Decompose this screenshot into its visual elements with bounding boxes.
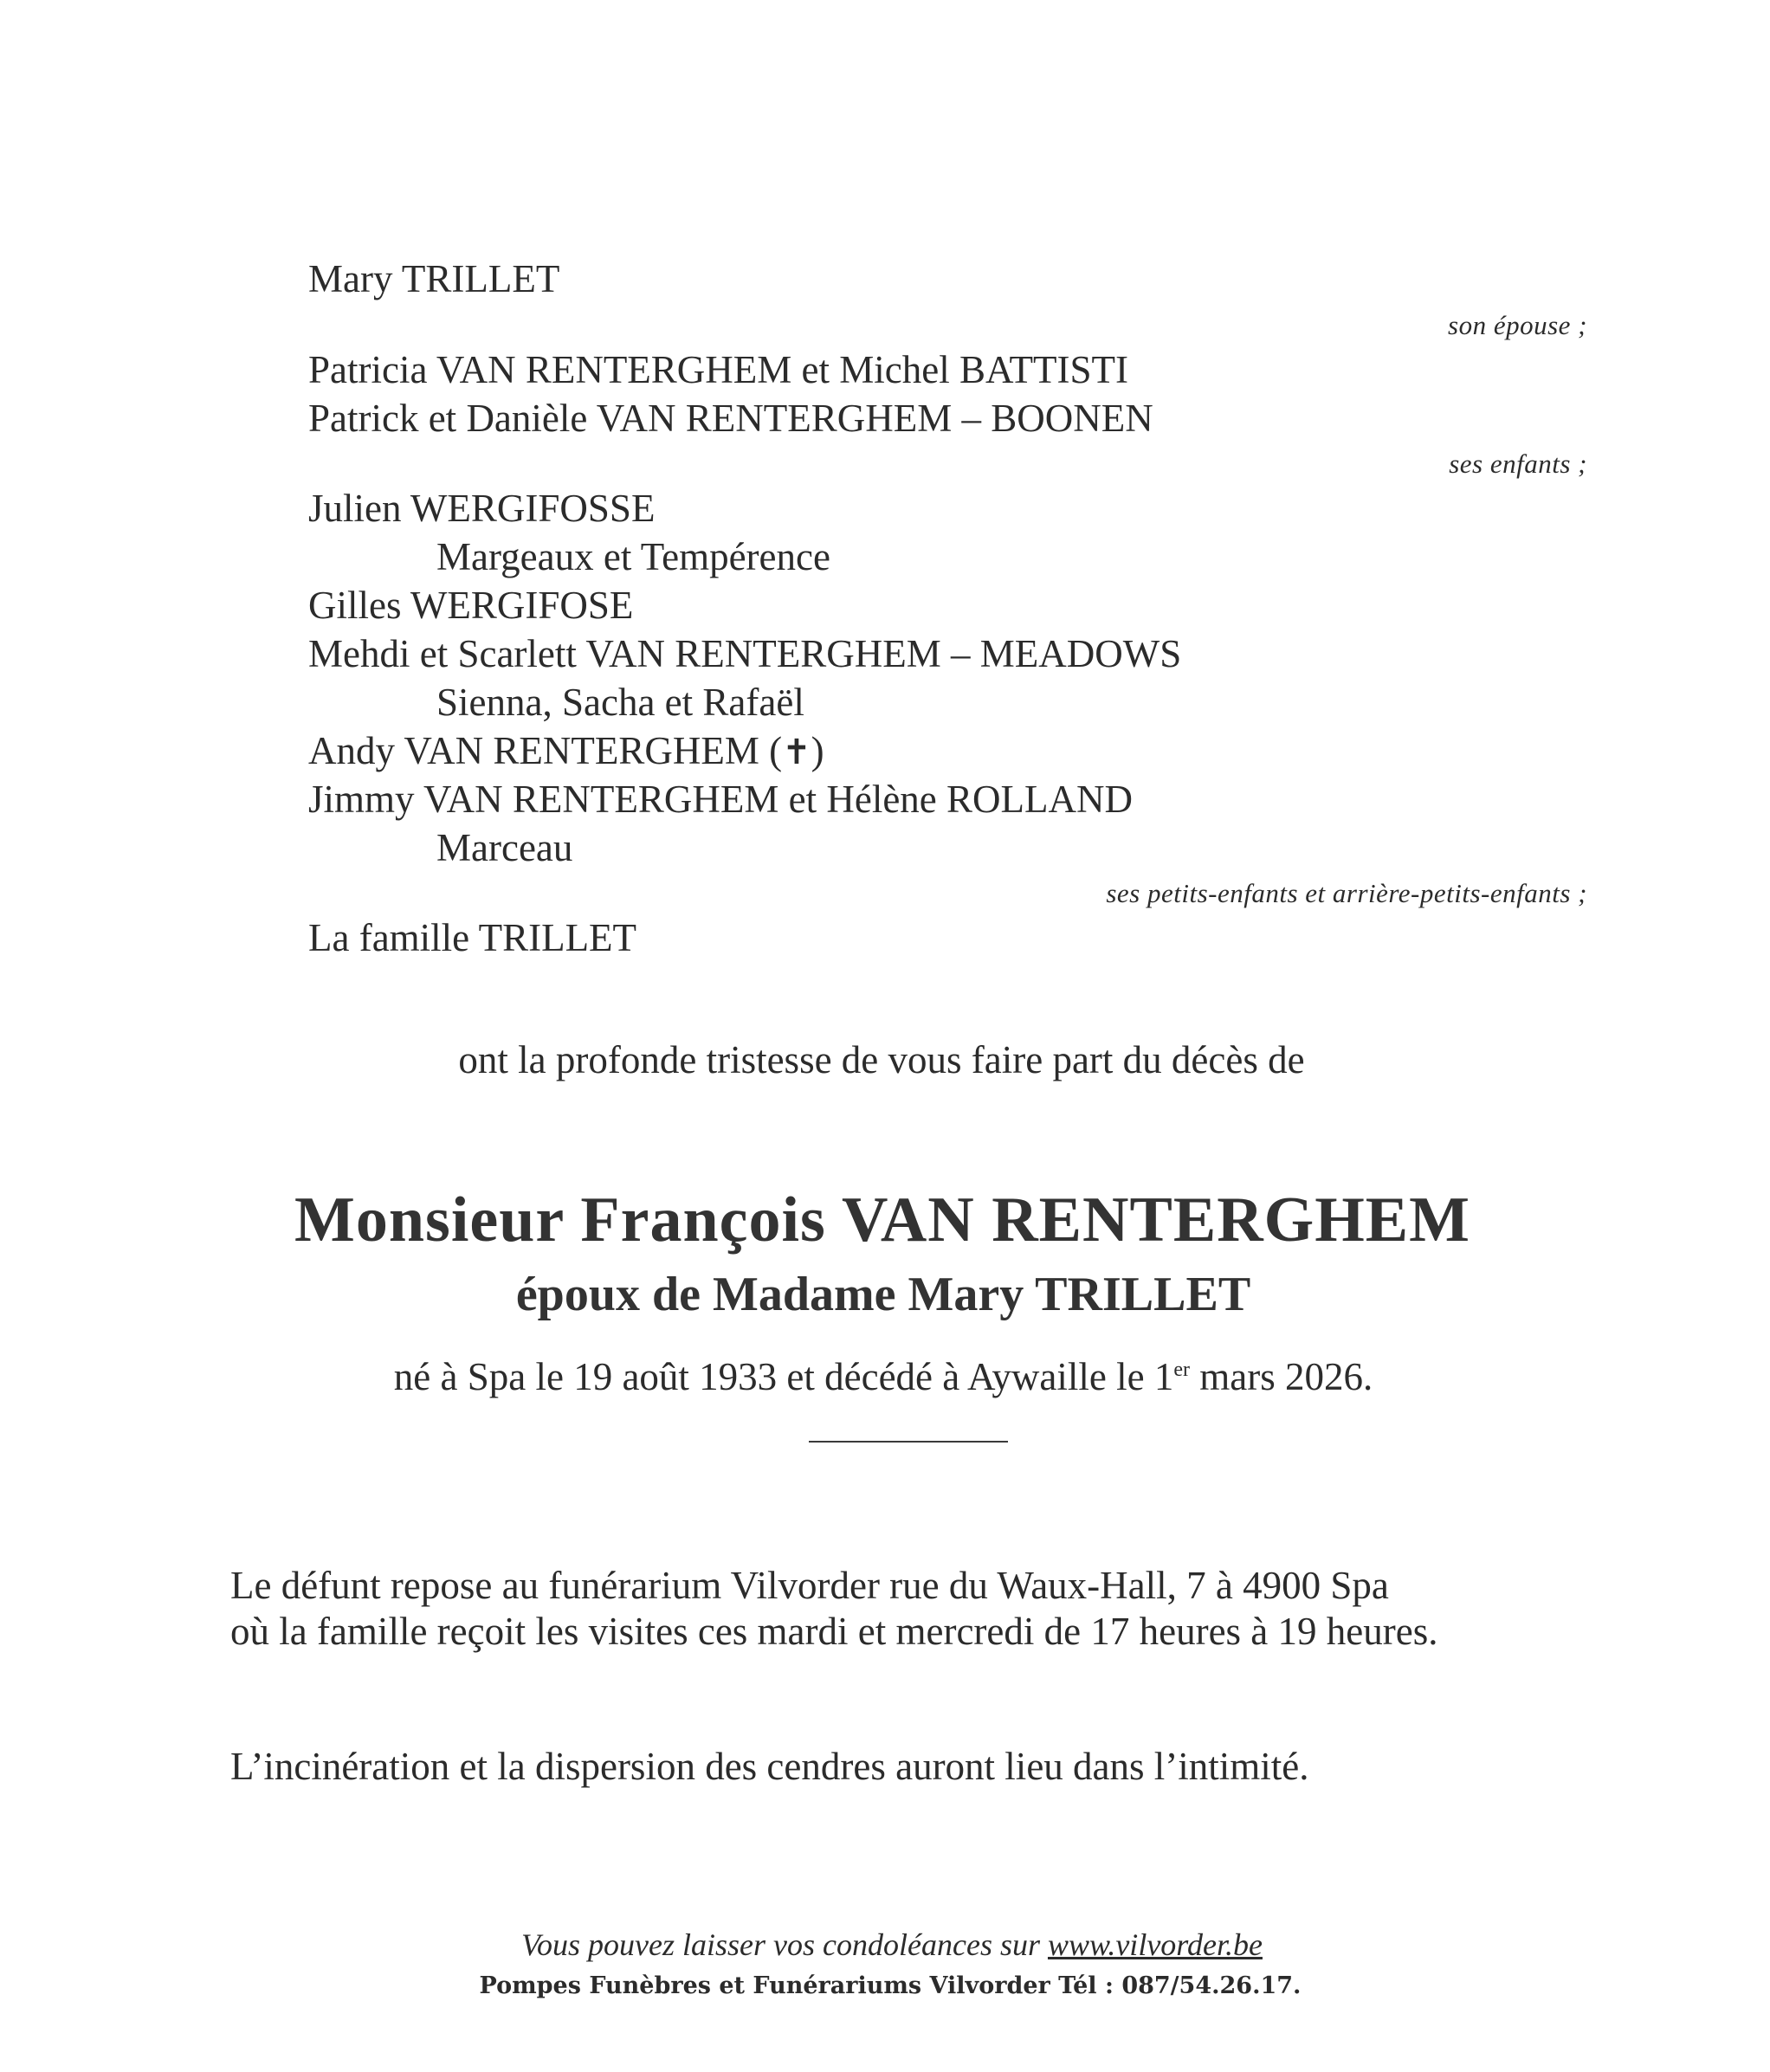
condolences-text: Vous pouvez laisser vos condoléances sur xyxy=(521,1927,1048,1962)
grandchild-name-deceased xyxy=(308,729,824,772)
dates-text: né à Spa le 19 août 1933 et décédé à Aywaille le 1 xyxy=(393,1355,1174,1398)
grandchild-name: Jimmy VAN RENTERGHEM et Hélène ROLLAND xyxy=(308,778,1134,821)
deceased-name: Monsieur François VAN RENTERGHEM xyxy=(294,1184,1470,1255)
birth-death-dates xyxy=(0,1355,1768,1398)
website-link[interactable]: www.vilvorder.be xyxy=(1047,1927,1263,1962)
grandchild-name: Mehdi et Scarlett VAN RENTERGHEM – MEADOWS xyxy=(308,632,1182,675)
grandchild-name-prefix: Andy VAN RENTERGHEM ( xyxy=(308,729,783,772)
grandchildren-relation: ses petits-enfants et arrière-petits-enfants ; xyxy=(1106,878,1587,908)
grandchild-name: Julien WERGIFOSSE xyxy=(308,487,656,530)
separator-line xyxy=(809,1441,1008,1443)
condolences-line xyxy=(7,1929,1770,1960)
announcement-text: ont la profonde tristesse de vous faire part du décès de xyxy=(458,1038,1305,1081)
deceased-spouse-line: époux de Madame Mary TRILLET xyxy=(515,1268,1251,1321)
visitation-line: où la famille reçoit les visites ces mardi et mercredi de 17 heures à 19 heures. xyxy=(230,1610,1438,1653)
grandchild-name: Gilles WERGIFOSE xyxy=(308,584,634,627)
visitation-line: Le défunt repose au funérarium Vilvorder rue du Waux-Hall, 7 à 4900 Spa xyxy=(230,1564,1389,1607)
funeral-home-contact: Pompes Funèbres et Funérariums Vilvorder Tél : 087/54.26.17. xyxy=(479,1972,1302,1999)
child-name: Patricia VAN RENTERGHEM et Michel BATTISTI xyxy=(308,348,1128,391)
ceremony-text: L’incinération et la dispersion des cendres auront lieu dans l’intimité. xyxy=(230,1745,1309,1788)
spouse-relation: son épouse ; xyxy=(1448,310,1587,340)
great-grandchildren-names: Sienna, Sacha et Rafaël xyxy=(436,681,804,724)
grandchild-name-suffix: ) xyxy=(811,729,824,772)
child-name: Patrick et Danièle VAN RENTERGHEM – BOONEN xyxy=(308,397,1153,440)
great-grandchildren-names: Marceau xyxy=(436,826,573,869)
cross-icon: ✝ xyxy=(782,733,811,772)
extended-family-name: La famille TRILLET xyxy=(308,916,637,959)
great-grandchildren-names: Margeaux et Tempérence xyxy=(436,535,830,578)
dates-ordinal-suffix: er xyxy=(1173,1359,1190,1381)
children-relation: ses enfants ; xyxy=(1449,449,1587,479)
dates-text-end: mars 2026. xyxy=(1189,1355,1373,1398)
spouse-name: Mary TRILLET xyxy=(308,257,560,300)
